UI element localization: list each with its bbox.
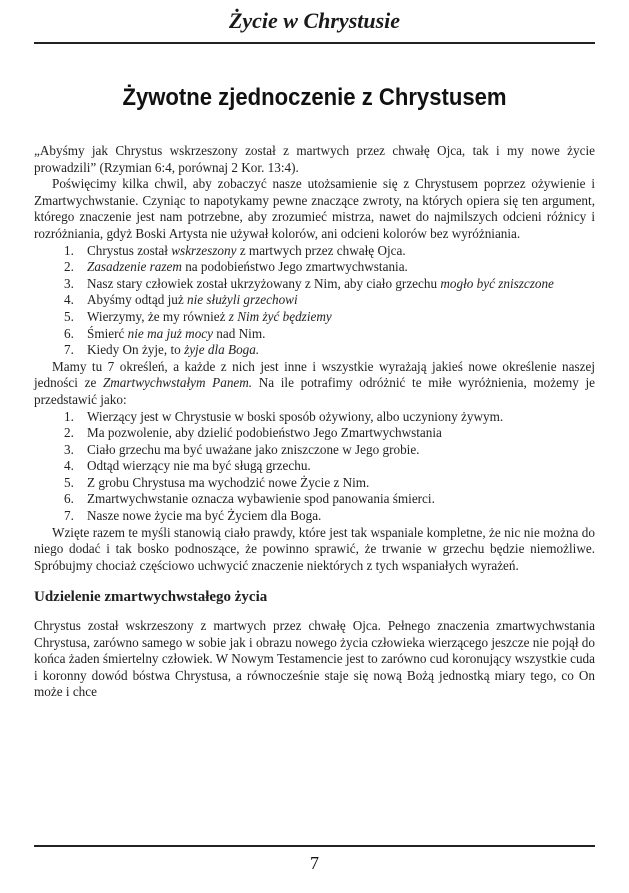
list-item-text: Zmartwychwstanie oznacza wybawienie spod panowania śmierci. — [87, 491, 435, 507]
list-item-text: Śmierć — [87, 325, 128, 341]
intro-quote: „Abyśmy jak Chrystus wskrzeszony został z martwych przez chwałę Ojca, tak i my nowe życie prowadzili” (Rzymian 6:4, porównaj 2 Kor. 13:4). — [34, 143, 595, 175]
list-item-text: Ciało grzechu ma być uważane jako zniszczone w Jego grobie. — [87, 441, 420, 457]
list-item-text: Nasze nowe życie ma być Życiem dla Boga. — [87, 508, 322, 524]
list-item-emphasis: mogło być zniszczone — [440, 275, 554, 291]
list-item — [34, 326, 595, 343]
list-item-text: Odtąd wierzący nie ma być sługą grzechu. — [87, 458, 311, 474]
list-item — [34, 409, 595, 426]
paragraph-4: Chrystus został wskrzeszony z martwych przez chwałę Ojca. Pełnego znaczenia zmartwychwstania Chrystusa, zarówno samego w sobie jak i obrazu nowego życia człowieka wierzącego jeszcze nie pojął do końca żaden śmiertelny człowiek. W Nowym Testamencie jest to zarówno cud koronujący wszystkie cuda i koronny dowód bóstwa Chrystusa, a równocześnie staje się nową Bożą jednostką miary tego, co On może i chce — [34, 618, 595, 700]
list-item-text: Kiedy On żyje, to — [87, 342, 185, 358]
chapter-title: Żywotne zjednoczenie z Chrystusem — [122, 84, 507, 111]
paragraph-2-text-end: Na ile potrafimy odróżnić te miłe wyróżnienia, możemy je przedstawić jako: — [34, 375, 595, 407]
list-item-text: z martwych przez chwałę Ojca. — [236, 242, 406, 258]
list-item-text: Wierzący jest w Chrystusie w boski sposób ożywiony, albo uczyniony żywym. — [87, 408, 504, 424]
list-item — [34, 342, 595, 359]
list-item-text: Wierzymy, że my również — [87, 308, 229, 324]
list-item-text: na podobieństwo Jego zmartwychwstania. — [181, 259, 408, 275]
list-item — [34, 458, 595, 475]
list-item-emphasis: wskrzeszony — [171, 242, 237, 258]
list-item-number: 6. — [64, 325, 74, 341]
list-item-number: 3. — [64, 275, 74, 291]
list-item-number: 3. — [64, 441, 74, 457]
paragraph-2-text: Mamy tu 7 określeń, a każde z nich jest inne i wszystkie wyrażają jakieś nowe określenie naszej jedności ze — [34, 358, 595, 391]
list-item-emphasis: z Nim żyć będziemy — [228, 308, 332, 324]
list-item-emphasis: Zasadzenie razem — [87, 259, 182, 275]
list-item-number: 2. — [64, 259, 74, 275]
body-text — [34, 143, 595, 701]
list-item-emphasis: nie służyli grzechowi — [187, 292, 298, 308]
list-item — [34, 442, 595, 459]
list-item — [34, 292, 595, 309]
list-item-text: Nasz stary człowiek został ukrzyżowany z Nim, aby ciało grzechu — [87, 275, 441, 291]
list-item — [34, 309, 595, 326]
list-item-number: 7. — [64, 508, 74, 524]
list-item-emphasis: żyje dla Boga. — [184, 342, 260, 358]
paragraph-2-emphasis: Zmartwychwstałym Panem. — [102, 375, 253, 391]
footer-rule — [34, 845, 595, 847]
list-item-text: Chrystus został — [87, 242, 172, 258]
list-item — [34, 475, 595, 492]
meanings-list — [34, 409, 595, 525]
verse-phrases-list — [34, 243, 595, 359]
list-item-text: Z grobu Chrystusa ma wychodzić nowe Życie z Nim. — [87, 474, 370, 490]
list-item-number: 5. — [64, 308, 74, 324]
section-heading: Udzielenie zmartwychwstałego życia — [34, 589, 268, 606]
list-item — [34, 259, 595, 276]
page-number: 7 — [310, 853, 319, 873]
list-item-number: 6. — [64, 491, 74, 507]
list-item — [34, 508, 595, 525]
paragraph-1: Poświęcimy kilka chwil, aby zobaczyć nasze utożsamienie się z Chrystusem poprzez ożywienie i Zmartwychwstanie. Czyniąc to napotykamy pewne znaczące zwroty, na których opiera się ten argument, którego znaczenie jest nam potrzebne, aby zrozumieć mistrza, nawet do najmilszych odcieni różnicy i rozróżniania, gdyż Boski Artysta nie używał kolorów, ani odcieni kolorów bez wyróżniania. — [34, 176, 595, 241]
paragraph-3: Wzięte razem te myśli stanowią ciało prawdy, które jest tak wspaniale kompletne, że nic nie można do niego dodać i tak bosko podnoszące, że powinno sprawić, że trwanie w grzechu będzie niemożliwe. Spróbujmy chociaż częściowo uchwycić znaczenie niektórych z tych wspaniałych wyrażeń. — [34, 524, 595, 573]
list-item-number: 1. — [64, 408, 74, 424]
header-rule — [34, 42, 595, 44]
list-item-number: 1. — [64, 242, 74, 258]
list-item — [34, 243, 595, 260]
list-item-emphasis: nie ma już mocy — [127, 325, 213, 341]
list-item-number: 4. — [64, 458, 74, 474]
list-item — [34, 425, 595, 442]
list-item-text: Ma pozwolenie, aby dzielić podobieństwo Jego Zmartwychwstania — [87, 425, 442, 441]
list-item — [34, 276, 595, 293]
list-item-number: 4. — [64, 292, 74, 308]
list-item-text: Abyśmy odtąd już — [87, 292, 187, 308]
list-item — [34, 491, 595, 508]
list-item-number: 2. — [64, 425, 74, 441]
running-header: Życie w Chrystusie — [228, 8, 401, 33]
list-item-number: 5. — [64, 474, 74, 490]
list-item-text: nad Nim. — [213, 325, 266, 341]
list-item-number: 7. — [64, 342, 74, 358]
paragraph-2 — [34, 359, 595, 409]
